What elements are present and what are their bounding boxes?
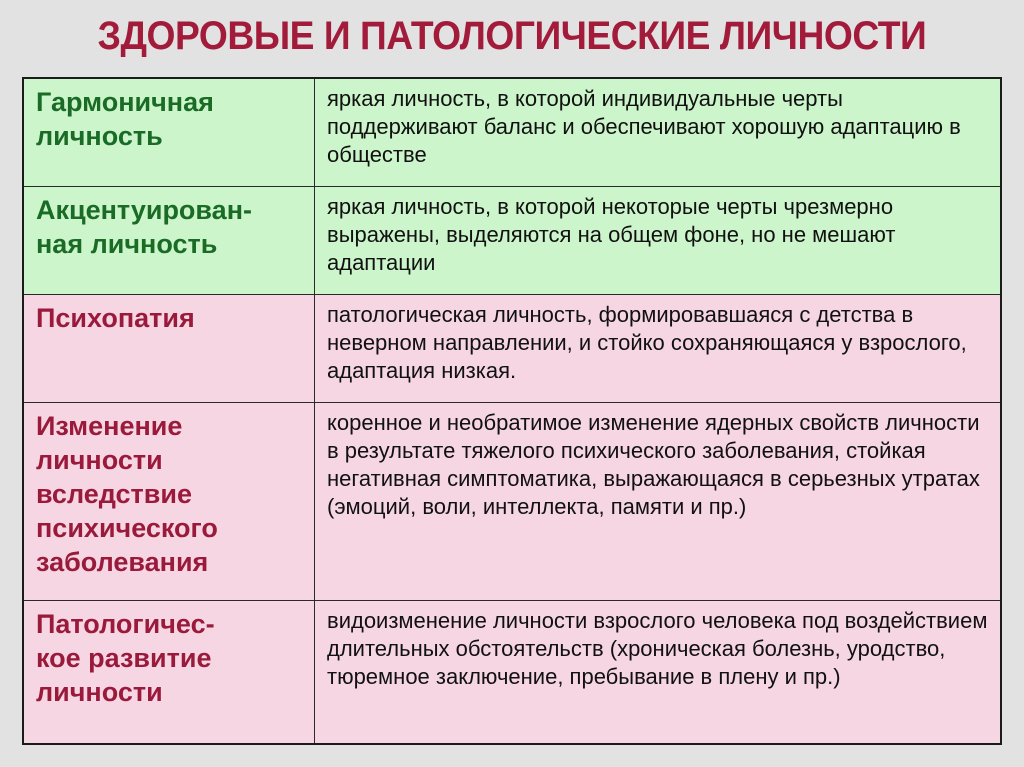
table-row-harmonious — [23, 78, 1001, 186]
description-cell: патологическая личность, формировавшаяся с детства в неверном направлении, и стойко сохраняющаяся у взрослого, адаптация низкая. — [315, 294, 1002, 402]
description-cell: коренное и необратимое изменение ядерных свойств личности в результате тяжелого психического заболевания, стойкая негативная симптоматика, выражающаяся в серьезных утратах (эмоций, воли, интеллекта, памяти и пр.) — [315, 402, 1002, 600]
term-cell: Акцентуирован- ная личность — [23, 186, 315, 294]
term-cell: Психопатия — [23, 294, 315, 402]
slide-title: ЗДОРОВЫЕ И ПАТОЛОГИЧЕСКИЕ ЛИЧНОСТИ — [97, 14, 927, 58]
table-row-accentuated — [23, 186, 1001, 294]
term-cell: Изменение личности вследствие психического заболевания — [23, 402, 315, 600]
term-cell: Патологичес- кое развитие личности — [23, 600, 315, 744]
table-row-pathological-development — [23, 600, 1001, 744]
table-row-personality-change — [23, 402, 1001, 600]
term-cell: Гармоничная личность — [23, 78, 315, 186]
description-cell: яркая личность, в которой индивидуальные черты поддерживают баланс и обеспечивают хорошую адаптацию в обществе — [315, 78, 1002, 186]
description-cell: яркая личность, в которой некоторые черты чрезмерно выражены, выделяются на общем фоне, но не мешают адаптации — [315, 186, 1002, 294]
table-row-psychopathy — [23, 294, 1001, 402]
personality-types-table — [22, 77, 1002, 745]
description-cell: видоизменение личности взрослого человека под воздействием длительных обстоятельств (хроническая болезнь, уродство, тюремное заключение, пребывание в плену и пр.) — [315, 600, 1002, 744]
